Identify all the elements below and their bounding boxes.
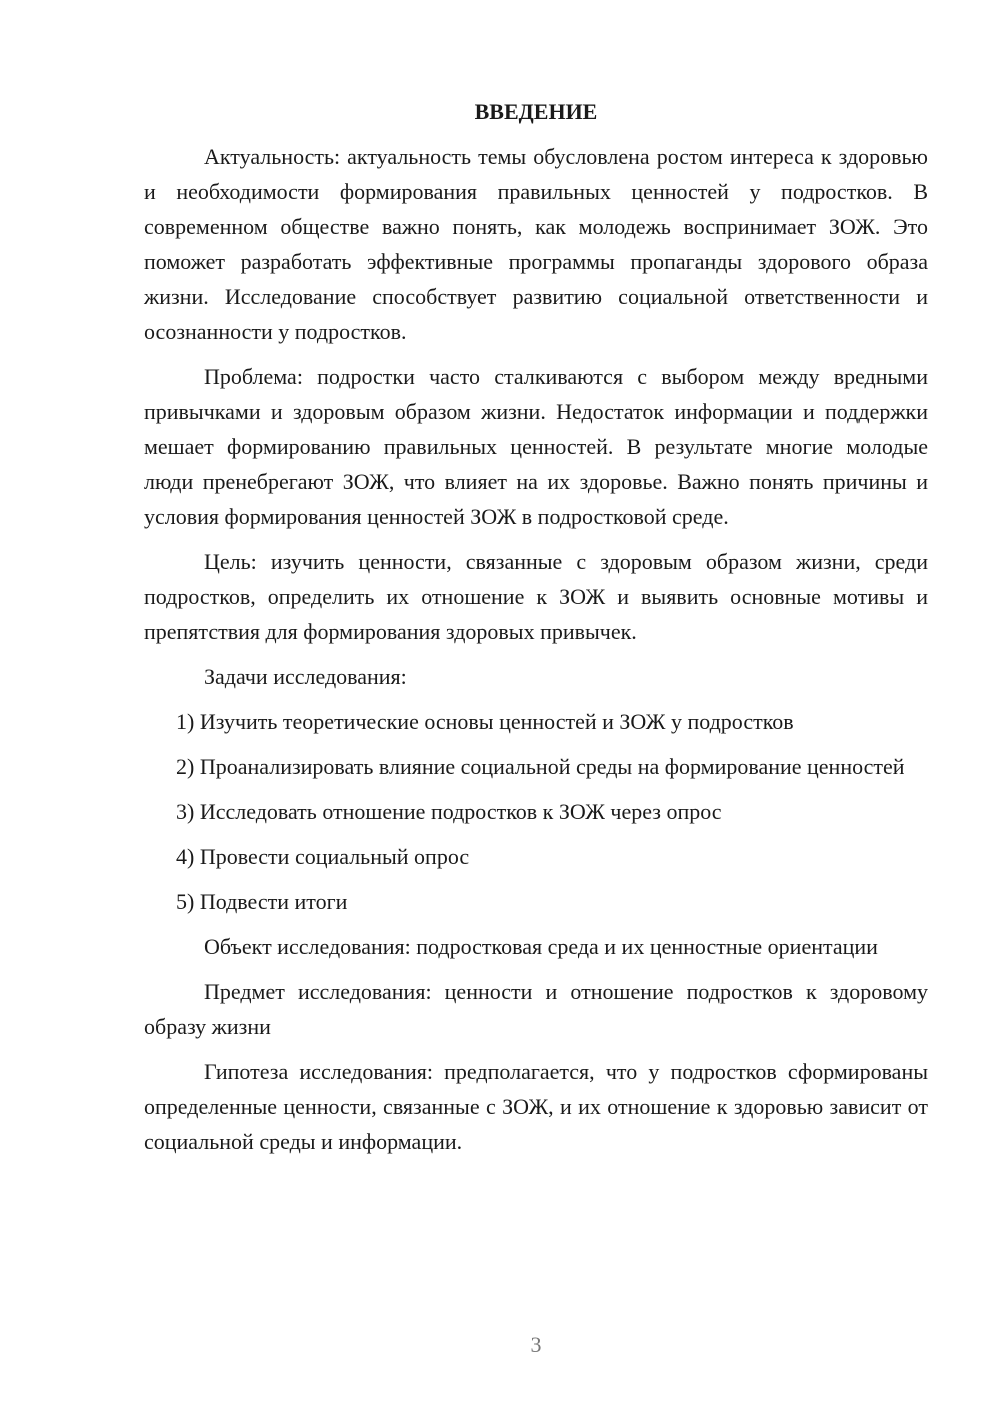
relevance-paragraph: Актуальность: актуальность темы обусловлена ростом интереса к здоровью и необходимости формирования правильных ценностей у подростков. В современном обществе важно понять, как молодежь воспринимает ЗОЖ. Это поможет разработать эффективные программы пропаганды здорового образа жизни. Исследование способствует развитию социальной ответственности и осознанности у подростков. — [144, 144, 928, 344]
task-item-1: 1) Изучить теоретические основы ценностей и ЗОЖ у подростков — [176, 709, 794, 734]
hypothesis-paragraph: Гипотеза исследования: предполагается, что у подростков сформированы определенные ценности, связанные с ЗОЖ, и их отношение к здоровью зависит от социальной среды и информации. — [144, 1059, 928, 1154]
page-title: ВВЕДЕНИЕ — [474, 99, 598, 124]
goal-paragraph: Цель: изучить ценности, связанные с здоровым образом жизни, среди подростков, определить их отношение к ЗОЖ и выявить основные мотивы и препятствия для формирования здоровых привычек. — [144, 549, 928, 644]
tasks-heading: Задачи исследования: — [204, 664, 407, 689]
task-item-3: 3) Исследовать отношение подростков к ЗОЖ через опрос — [176, 799, 722, 824]
page-number: 3 — [530, 1332, 542, 1357]
page-body — [144, 94, 928, 1169]
task-item-2: 2) Проанализировать влияние социальной среды на формирование ценностей — [176, 754, 905, 779]
problem-paragraph: Проблема: подростки часто сталкиваются с выбором между вредными привычками и здоровым образом жизни. Недостаток информации и поддержки мешает формированию правильных ценностей. В результате многие молодые люди пренебрегают ЗОЖ, что влияет на их здоровье. Важно понять причины и условия формирования ценностей ЗОЖ в подростковой среде. — [144, 364, 928, 529]
task-item-4: 4) Провести социальный опрос — [176, 844, 470, 869]
object-paragraph: Объект исследования: подростковая среда и их ценностные ориентации — [204, 934, 878, 959]
task-item-5: 5) Подвести итоги — [176, 889, 348, 914]
subject-paragraph: Предмет исследования: ценности и отношение подростков к здоровому образу жизни — [144, 979, 928, 1039]
